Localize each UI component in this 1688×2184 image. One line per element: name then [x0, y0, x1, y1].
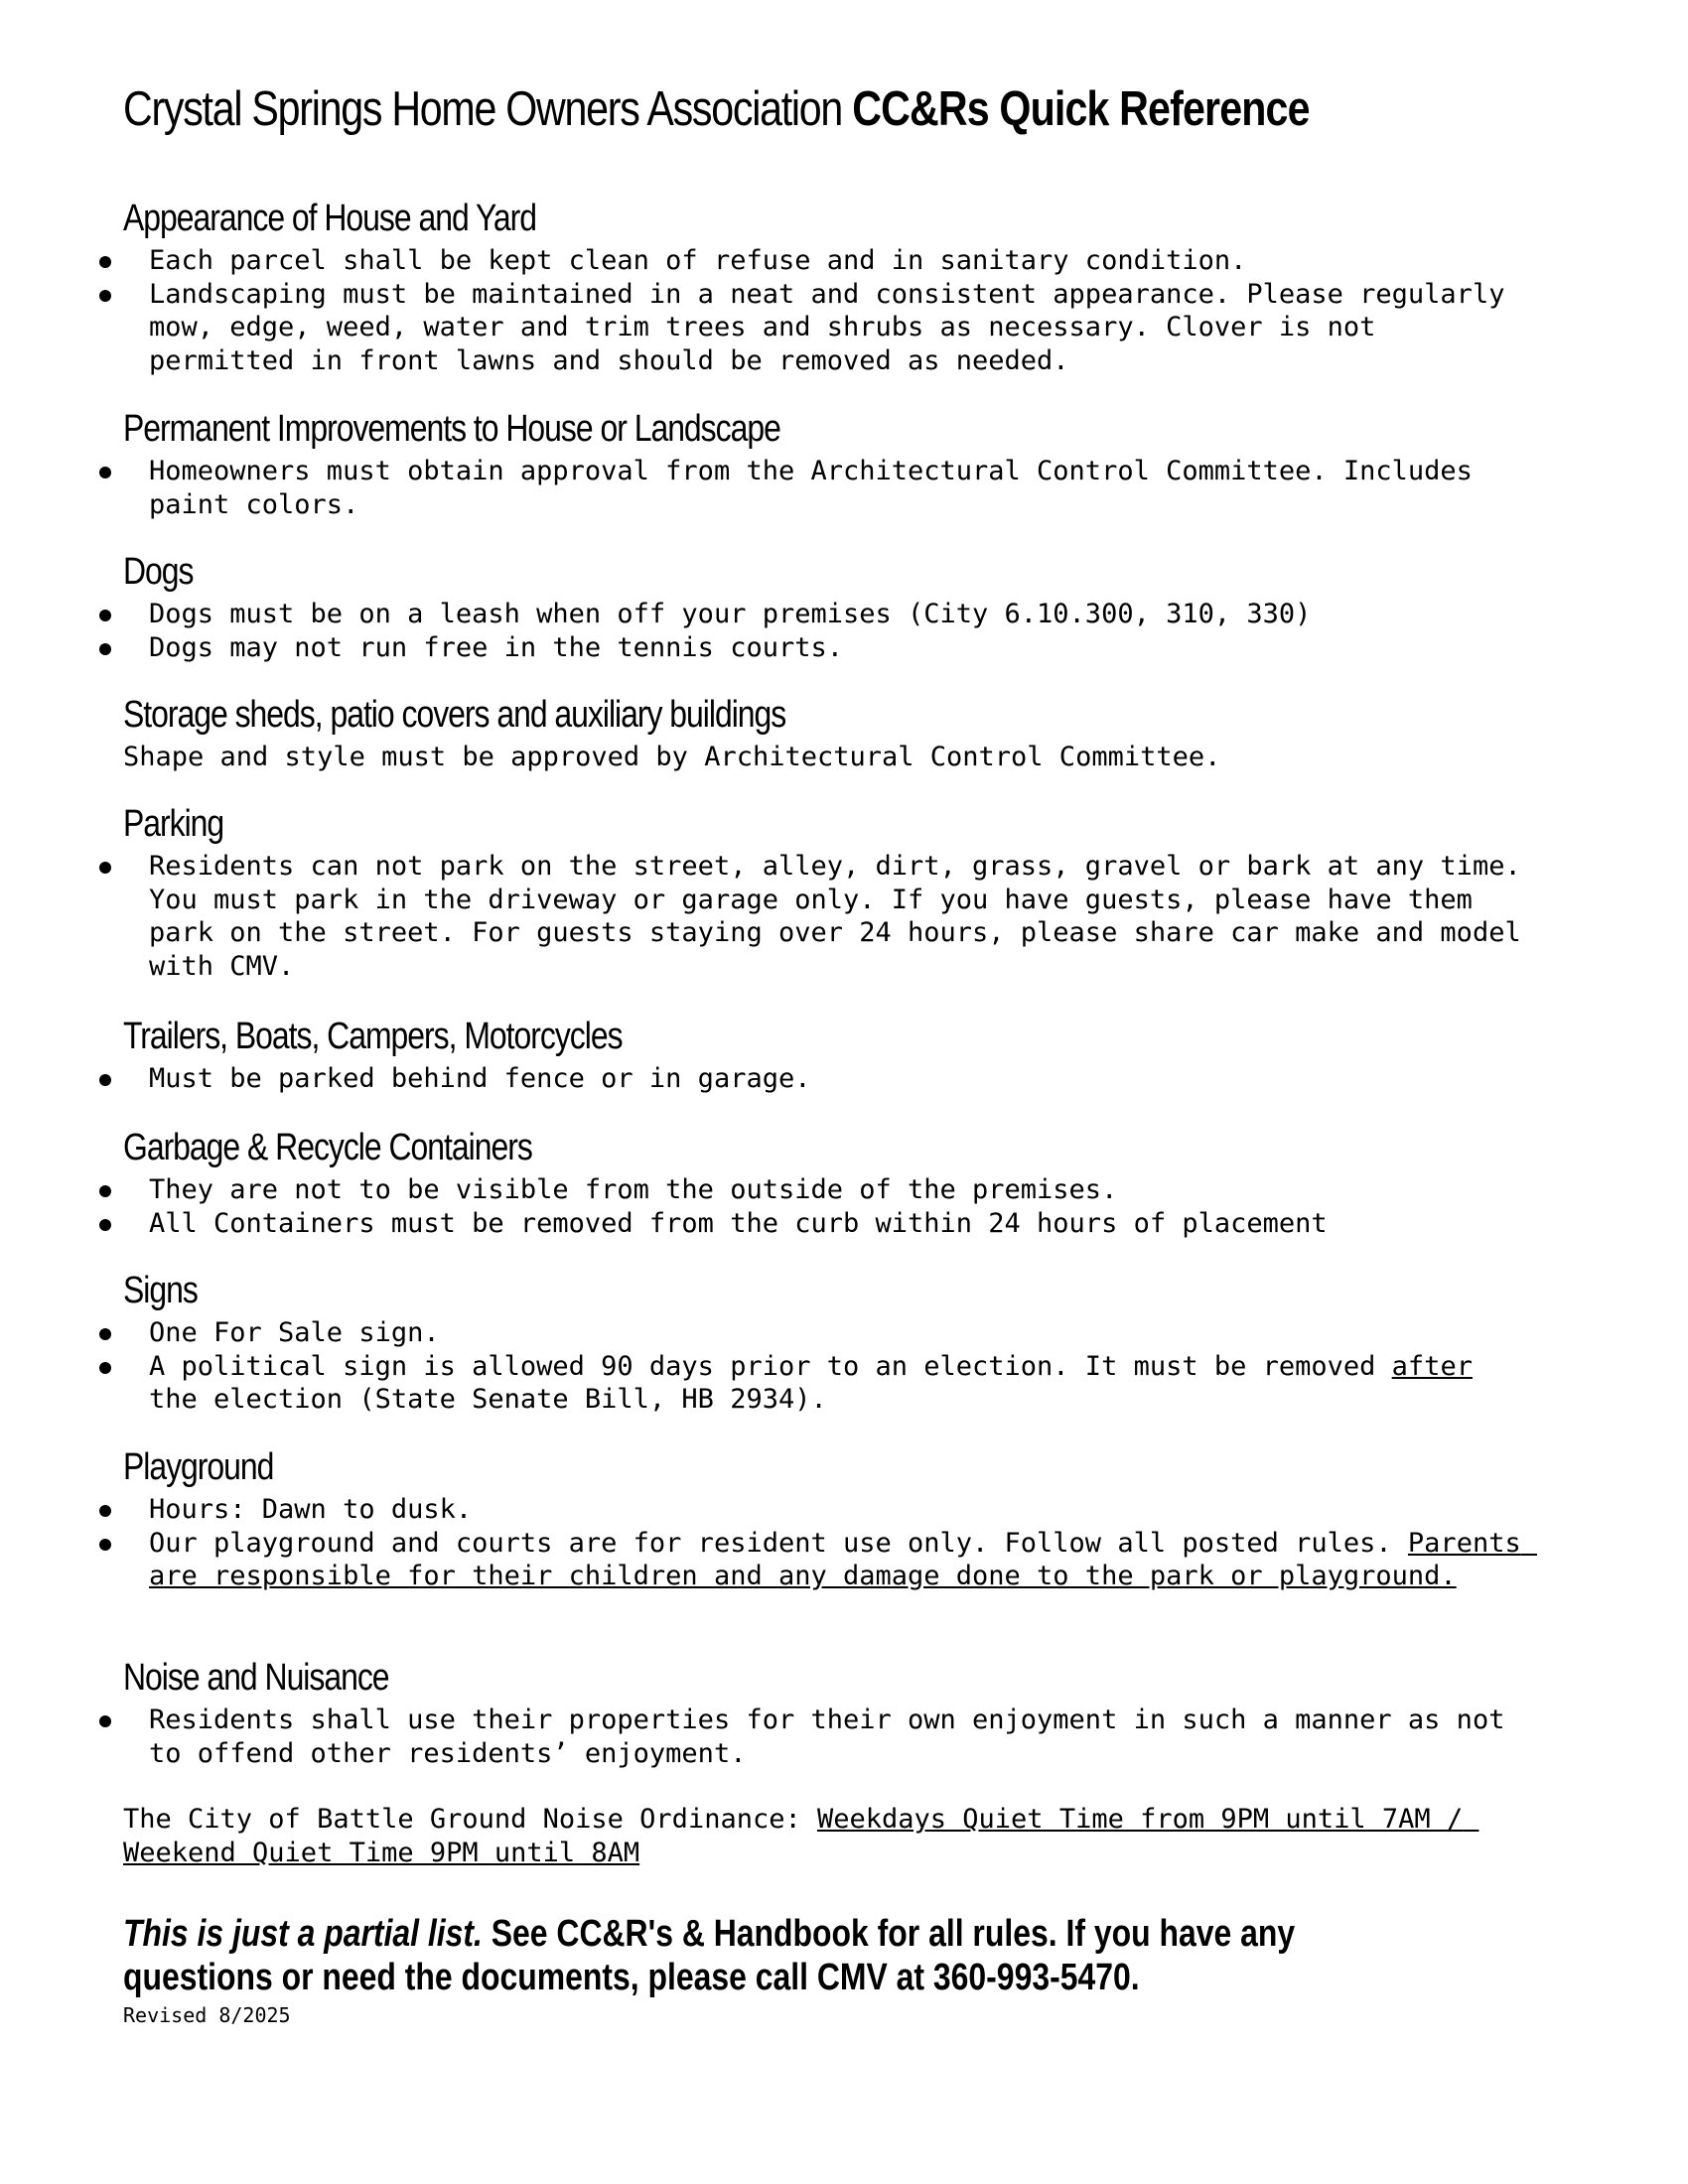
bullet-icon: [99, 256, 111, 268]
list-item-text: Residents can not park on the street, alley, dirt, grass, gravel or bark at any time. You must park in the driveway or garage only. If you have guests, please have them park on the street. For guests staying over 24 hours, please share car make and model with CMV.: [149, 851, 1537, 982]
bullet-icon: [99, 1074, 111, 1086]
section-heading: Parking: [123, 803, 224, 845]
page-title: [123, 81, 1310, 137]
section-heading: Noise and Nuisance: [123, 1657, 389, 1699]
bullet-icon: [99, 290, 111, 302]
noise-ordinance: [123, 1803, 1533, 1869]
bullet-icon: [99, 1219, 111, 1231]
list-item-text: Hours: Dawn to dusk.: [149, 1494, 473, 1525]
section-heading: Trailers, Boats, Campers, Motorcycles: [123, 1016, 623, 1057]
bullet-list: [0, 1173, 1529, 1240]
bullet-list: [0, 1316, 1529, 1417]
list-item: [0, 1316, 1529, 1350]
political-sign-text-end: the election (State Senate Bill, HB 2934).: [149, 1350, 1489, 1415]
list-item: [0, 1350, 1529, 1417]
list-item: [0, 1062, 1529, 1096]
list-item-text: Dogs may not run free in the tennis courts.: [149, 631, 843, 663]
list-item: [0, 598, 1529, 631]
bullet-icon: [99, 1185, 111, 1197]
list-item: [0, 455, 1529, 521]
bullet-list: [0, 850, 1537, 983]
closing-note: [123, 1912, 1374, 1999]
bullet-list: [0, 1062, 1529, 1096]
list-item: [0, 278, 1529, 378]
bullet-list: [0, 244, 1529, 377]
bullet-list: [0, 1493, 1537, 1593]
list-item: [0, 1173, 1529, 1207]
bullet-icon: [99, 1715, 111, 1727]
list-item: [0, 1207, 1529, 1241]
title-bold: CC&Rs Quick Reference: [852, 82, 1310, 136]
list-item: [0, 1493, 1529, 1527]
section-heading: Permanent Improvements to House or Landscape: [123, 408, 780, 450]
list-item-text: Homeowners must obtain approval from the Architectural Control Committee. Includes paint colors.: [149, 456, 1489, 520]
closing-text: See CC&R's & Handbook for all rules. If you have any questions or need the documents, please call CMV at 360-993-5470.: [123, 1913, 1296, 1998]
bullet-icon: [99, 1505, 111, 1517]
section-heading: Signs: [123, 1270, 198, 1311]
playground-rules-text: Our playground and courts are for resident use only. Follow all posted rules.: [149, 1527, 1408, 1559]
political-sign-text: A political sign is allowed 90 days prior to an election. It must be removed: [149, 1350, 1392, 1382]
list-item-text: Residents shall use their properties for their own enjoyment in such a manner as not to offend other residents’ enjoyment.: [149, 1705, 1521, 1769]
list-item: [0, 1704, 1529, 1770]
partial-list-italic: This is just a partial list.: [123, 1913, 483, 1955]
list-item: [0, 1527, 1537, 1593]
bullet-list: [0, 455, 1529, 521]
bullet-icon: [99, 643, 111, 655]
list-item-text: Landscaping must be maintained in a neat and consistent appearance. Please regularly mow, edge, weed, water and trim trees and shrubs as necessary. Clover is not permitted in front lawns and should be removed as needed.: [149, 278, 1521, 376]
section-heading: Garbage & Recycle Containers: [123, 1127, 532, 1168]
quiet-time-text: Weekdays Quiet Time from 9PM until 7AM / Weekend Quiet Time 9PM until 8AM: [123, 1804, 1479, 1868]
list-item-text: Dogs must be on a leash when off your premises (City 6.10.300, 310, 330): [149, 599, 1312, 629]
list-item-text: They are not to be visible from the outside of the premises.: [149, 1174, 1118, 1205]
underlined-after: after: [1391, 1350, 1473, 1382]
bullet-list: [0, 598, 1529, 664]
section-heading: Dogs: [123, 551, 194, 593]
bullet-icon: [99, 1328, 111, 1340]
section-text: Shape and style must be approved by Architectural Control Committee.: [123, 742, 1221, 772]
revised-date: Revised 8/2025: [123, 2003, 291, 2027]
bullet-list: [0, 1704, 1529, 1770]
list-item: [0, 244, 1529, 278]
title-prefix: Crystal Springs Home Owners Association: [123, 82, 853, 136]
list-item-text: All Containers must be removed from the curb within 24 hours of placement: [149, 1207, 1328, 1239]
bullet-icon: [99, 1362, 111, 1374]
list-item-text: Each parcel shall be kept clean of refuse and in sanitary condition.: [149, 245, 1247, 276]
list-item: [0, 631, 1529, 665]
noise-ordinance-prefix: The City of Battle Ground Noise Ordinance:: [123, 1804, 817, 1835]
bullet-icon: [99, 467, 111, 478]
parents-responsibility-text: Parents are responsible for their children and any damage done to the park or playground.: [149, 1527, 1537, 1591]
bullet-icon: [99, 1539, 111, 1551]
list-item-text: One For Sale sign.: [149, 1317, 440, 1348]
list-item-text: Must be parked behind fence or in garage.: [149, 1063, 811, 1094]
section-heading: Playground: [123, 1446, 274, 1488]
section-heading: Storage sheds, patio covers and auxiliary buildings: [123, 694, 786, 736]
bullet-icon: [99, 610, 111, 621]
bullet-icon: [99, 862, 111, 874]
section-heading: Appearance of House and Yard: [123, 198, 537, 239]
list-item: [0, 850, 1537, 983]
